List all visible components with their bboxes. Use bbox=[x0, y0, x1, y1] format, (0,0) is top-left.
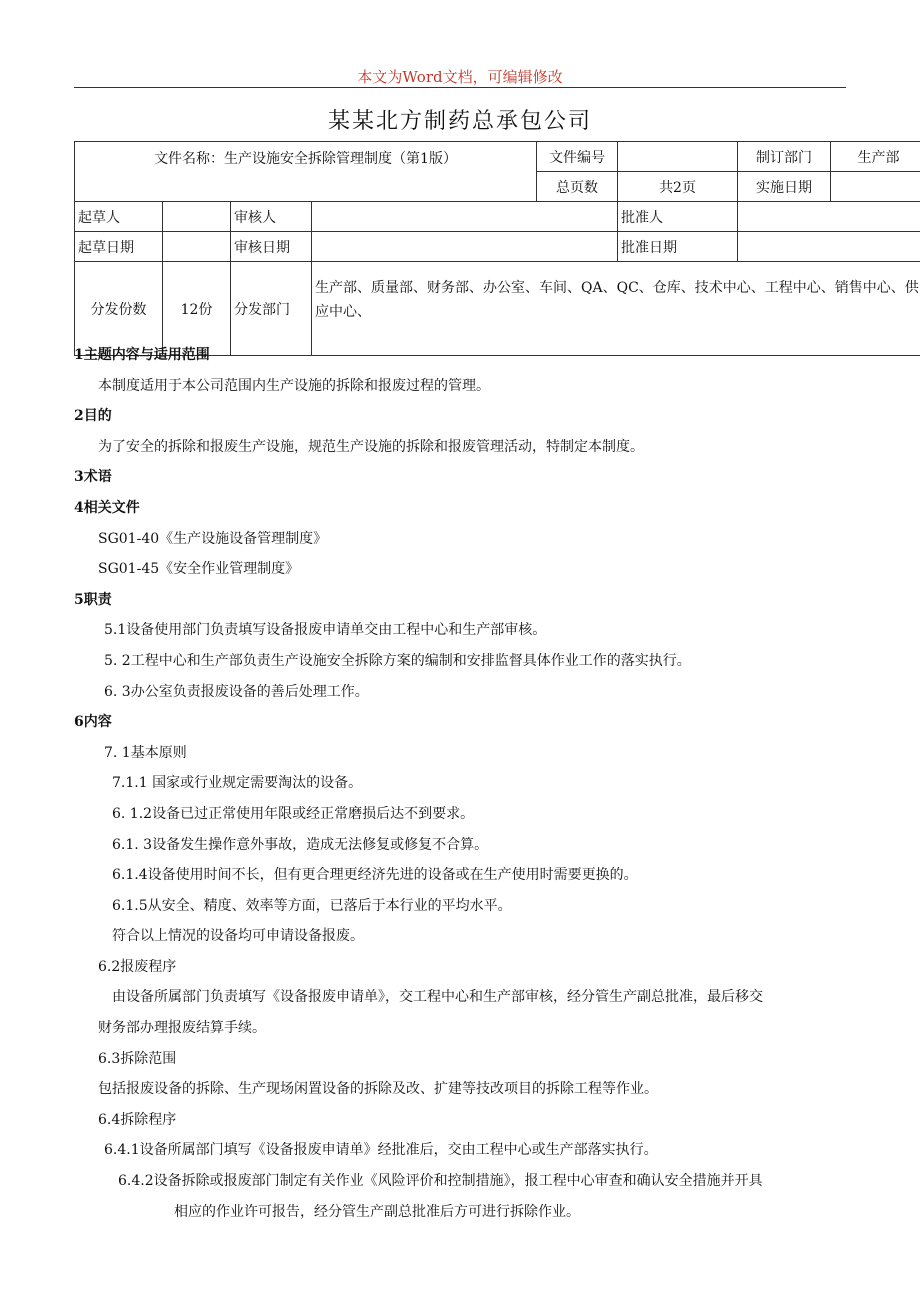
review-date-value bbox=[312, 232, 618, 262]
file-code-value bbox=[618, 142, 738, 172]
clause-6-4: 6.4拆除程序 bbox=[98, 1111, 177, 1128]
draft-date-value bbox=[163, 232, 231, 262]
related-doc-2: SG01-45《安全作业管理制度》 bbox=[98, 561, 300, 578]
approver-label: 批准人 bbox=[618, 202, 738, 232]
clause-6-3-text: 包括报废设备的拆除、生产现场闲置设备的拆除及改、扩建等技改项目的拆除工程等作业。 bbox=[98, 1081, 658, 1098]
drafter-label: 起草人 bbox=[75, 202, 163, 232]
approve-date-value bbox=[738, 232, 920, 262]
watermark-note: 本文为Word文档，可编辑修改 bbox=[357, 68, 563, 86]
clause-6-1-3: 6.1. 3设备发生操作意外事故，造成无法修复或修复不合算。 bbox=[112, 836, 489, 853]
section-3-title: 3术语 bbox=[74, 469, 112, 486]
approver-value bbox=[738, 202, 920, 232]
distribution-dept-label: 分发部门 bbox=[231, 262, 312, 356]
document-body bbox=[74, 340, 854, 1227]
duty-5-3: 6. 3办公室负责报废设备的善后处理工作。 bbox=[104, 683, 369, 700]
section-2-text: 为了安全的拆除和报废生产设施，规范生产设施的拆除和报废管理活动，特制定本制度。 bbox=[98, 438, 644, 455]
copies-label: 分发份数 bbox=[75, 262, 163, 356]
page-count-label: 总页数 bbox=[537, 172, 618, 202]
clause-6-1-2: 6. 1.2设备已过正常使用年限或经正常磨损后达不到要求。 bbox=[112, 805, 475, 822]
clause-6-4-2-a: 6.4.2设备拆除或报废部门制定有关作业《风险评价和控制措施》，报工程中心审查和确认安全措施并开具 bbox=[118, 1173, 763, 1190]
clause-6-1-4: 6.1.4设备使用时间不长，但有更合理更经济先进的设备或在生产使用时需要更换的。 bbox=[112, 867, 638, 884]
section-5-title: 5职责 bbox=[74, 591, 112, 608]
department-value: 生产部 bbox=[831, 142, 920, 172]
reviewer-value bbox=[312, 202, 618, 232]
section-2-title: 2目的 bbox=[74, 408, 112, 425]
implementation-date-value bbox=[831, 172, 920, 202]
header-divider bbox=[74, 87, 846, 88]
clause-6-4-2-b: 相应的作业许可报告，经分管生产副总批准后方可进行拆除作业。 bbox=[174, 1203, 580, 1220]
clause-6-1-1: 7.1.1 国家或行业规定需要淘汰的设备。 bbox=[112, 775, 363, 792]
related-doc-1: SG01-40《生产设施设备管理制度》 bbox=[98, 530, 328, 547]
clause-6-2-text-1: 由设备所属部门负责填写《设备报废申请单》，交工程中心和生产部审核，经分管生产副总批准，最后移交 bbox=[112, 989, 763, 1006]
drafter-value bbox=[163, 202, 231, 232]
file-title-cell: 文件名称：生产设施安全拆除管理制度（第1版） bbox=[75, 142, 537, 202]
approve-date-label: 批准日期 bbox=[618, 232, 738, 262]
clause-6-2: 6.2报废程序 bbox=[98, 958, 177, 975]
company-title: 某某北方制药总承包公司 bbox=[327, 109, 592, 134]
distribution-dept-value: 生产部、质量部、财务部、办公室、车间、QA、QC、仓库、技术中心、工程中心、销售中心、供应中心、 bbox=[312, 262, 920, 356]
document-control-table bbox=[74, 141, 920, 356]
clause-6-3: 6.3拆除范围 bbox=[98, 1050, 177, 1067]
reviewer-label: 审核人 bbox=[231, 202, 312, 232]
clause-6-2-text-2: 财务部办理报废结算手续。 bbox=[98, 1020, 266, 1037]
review-date-label: 审核日期 bbox=[231, 232, 312, 262]
section-1-text: 本制度适用于本公司范围内生产设施的拆除和报废过程的管理。 bbox=[98, 377, 490, 394]
department-label: 制订部门 bbox=[738, 142, 831, 172]
implementation-date-label: 实施日期 bbox=[738, 172, 831, 202]
draft-date-label: 起草日期 bbox=[75, 232, 163, 262]
page-count-value: 共2页 bbox=[618, 172, 738, 202]
clause-6-1: 7. 1基本原则 bbox=[104, 744, 187, 761]
section-1-title: 1主题内容与适用范围 bbox=[74, 347, 210, 363]
duty-5-1: 5.1设备使用部门负责填写设备报废申请单交由工程中心和生产部审核。 bbox=[104, 622, 547, 639]
clause-6-1-5: 6.1.5从安全、精度、效率等方面，已落后于本行业的平均水平。 bbox=[112, 897, 512, 914]
section-4-title: 4相关文件 bbox=[74, 499, 140, 516]
file-code-label: 文件编号 bbox=[537, 142, 618, 172]
clause-6-4-1: 6.4.1设备所属部门填写《设备报废申请单》经批准后，交由工程中心或生产部落实执行。 bbox=[104, 1142, 658, 1159]
duty-5-2: 5. 2工程中心和生产部负责生产设施安全拆除方案的编制和安排监督具体作业工作的落实执行。 bbox=[104, 652, 691, 669]
section-6-title: 6内容 bbox=[74, 714, 112, 731]
copies-value: 12份 bbox=[163, 262, 231, 356]
clause-6-1-conclusion: 符合以上情况的设备均可申请设备报废。 bbox=[112, 928, 364, 945]
